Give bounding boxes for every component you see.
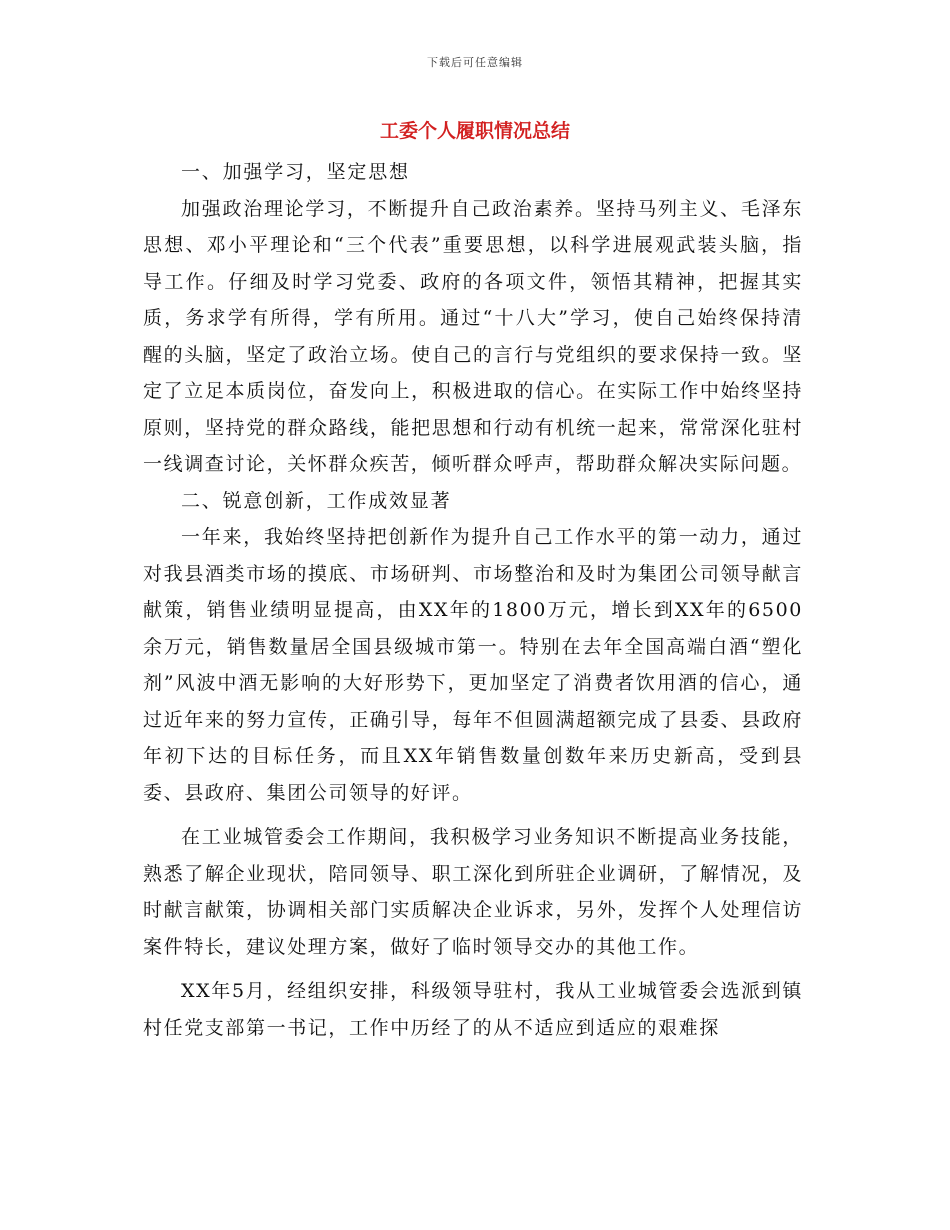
paragraph-study: 加强政治理论学习，不断提升自己政治素养。坚持马列主义、毛泽东思想、邓小平理论和“三个代表”重要思想，以科学进展观武装头脑，指导工作。仔细及时学习党委、政府的各项文件，领悟其精神，把握其实质，务求学有所得，学有所用。通过“十八大”学习，使自己始终保持清醒的头脑，坚定了政治立场。使自己的言行与党组织的要求保持一致。坚定了立足本质岗位，奋发向上，积极进取的信心。在实际工作中始终坚持原则，坚持党的群众路线，能把思想和行动有机统一起来，常常深化驻村一线调查讨论，关怀群众疾苦，倾听群众呼声，帮助群众解决实际问题。: [143, 197, 803, 475]
paragraph-industrial-city: 在工业城管委会工作期间，我积极学习业务知识不断提高业务技能，熟悉了解企业现状，陪同领导、职工深化到所驻企业调研，了解情况，及时献言献策，协调相关部门实质解决企业诉求，另外，发挥个人处理信访案件特长，建议处理方案，做好了临时领导交办的其他工作。: [143, 826, 803, 958]
section-heading-1: 一、加强学习，坚定思想: [181, 161, 410, 183]
document-title: 工委个人履职情况总结: [379, 120, 570, 142]
paragraph-village-assignment: XX年5月，经组织安排，科级领导驻村，我从工业城管委会选派到镇村任党支部第一书记，工作中历经了的从不适应到适应的艰难探: [143, 980, 803, 1039]
section-heading-2: 二、锐意创新，工作成效显著: [181, 489, 452, 512]
paragraph-innovation: 一年来，我始终坚持把创新作为提升自己工作水平的第一动力，通过对我县酒类市场的摸底、市场研判、市场整治和及时为集团公司领导献言献策，销售业绩明显提高，由XX年的1800万元，增长到XX年的6500余万元，销售数量居全国县级城市第一。特别在去年全国高端白酒“塑化剂”风波中酒无影响的大好形势下，更加坚定了消费者饮用酒的信心，通过近年来的努力宣传，正确引导，每年不但圆满超额完成了县委、县政府年初下达的目标任务，而且XX年销售数量创数年来历史新高，受到县委、县政府、集团公司领导的好评。: [143, 526, 803, 804]
page-header-note: 下载后可任意编辑: [427, 56, 523, 69]
document-body: [143, 154, 803, 1046]
